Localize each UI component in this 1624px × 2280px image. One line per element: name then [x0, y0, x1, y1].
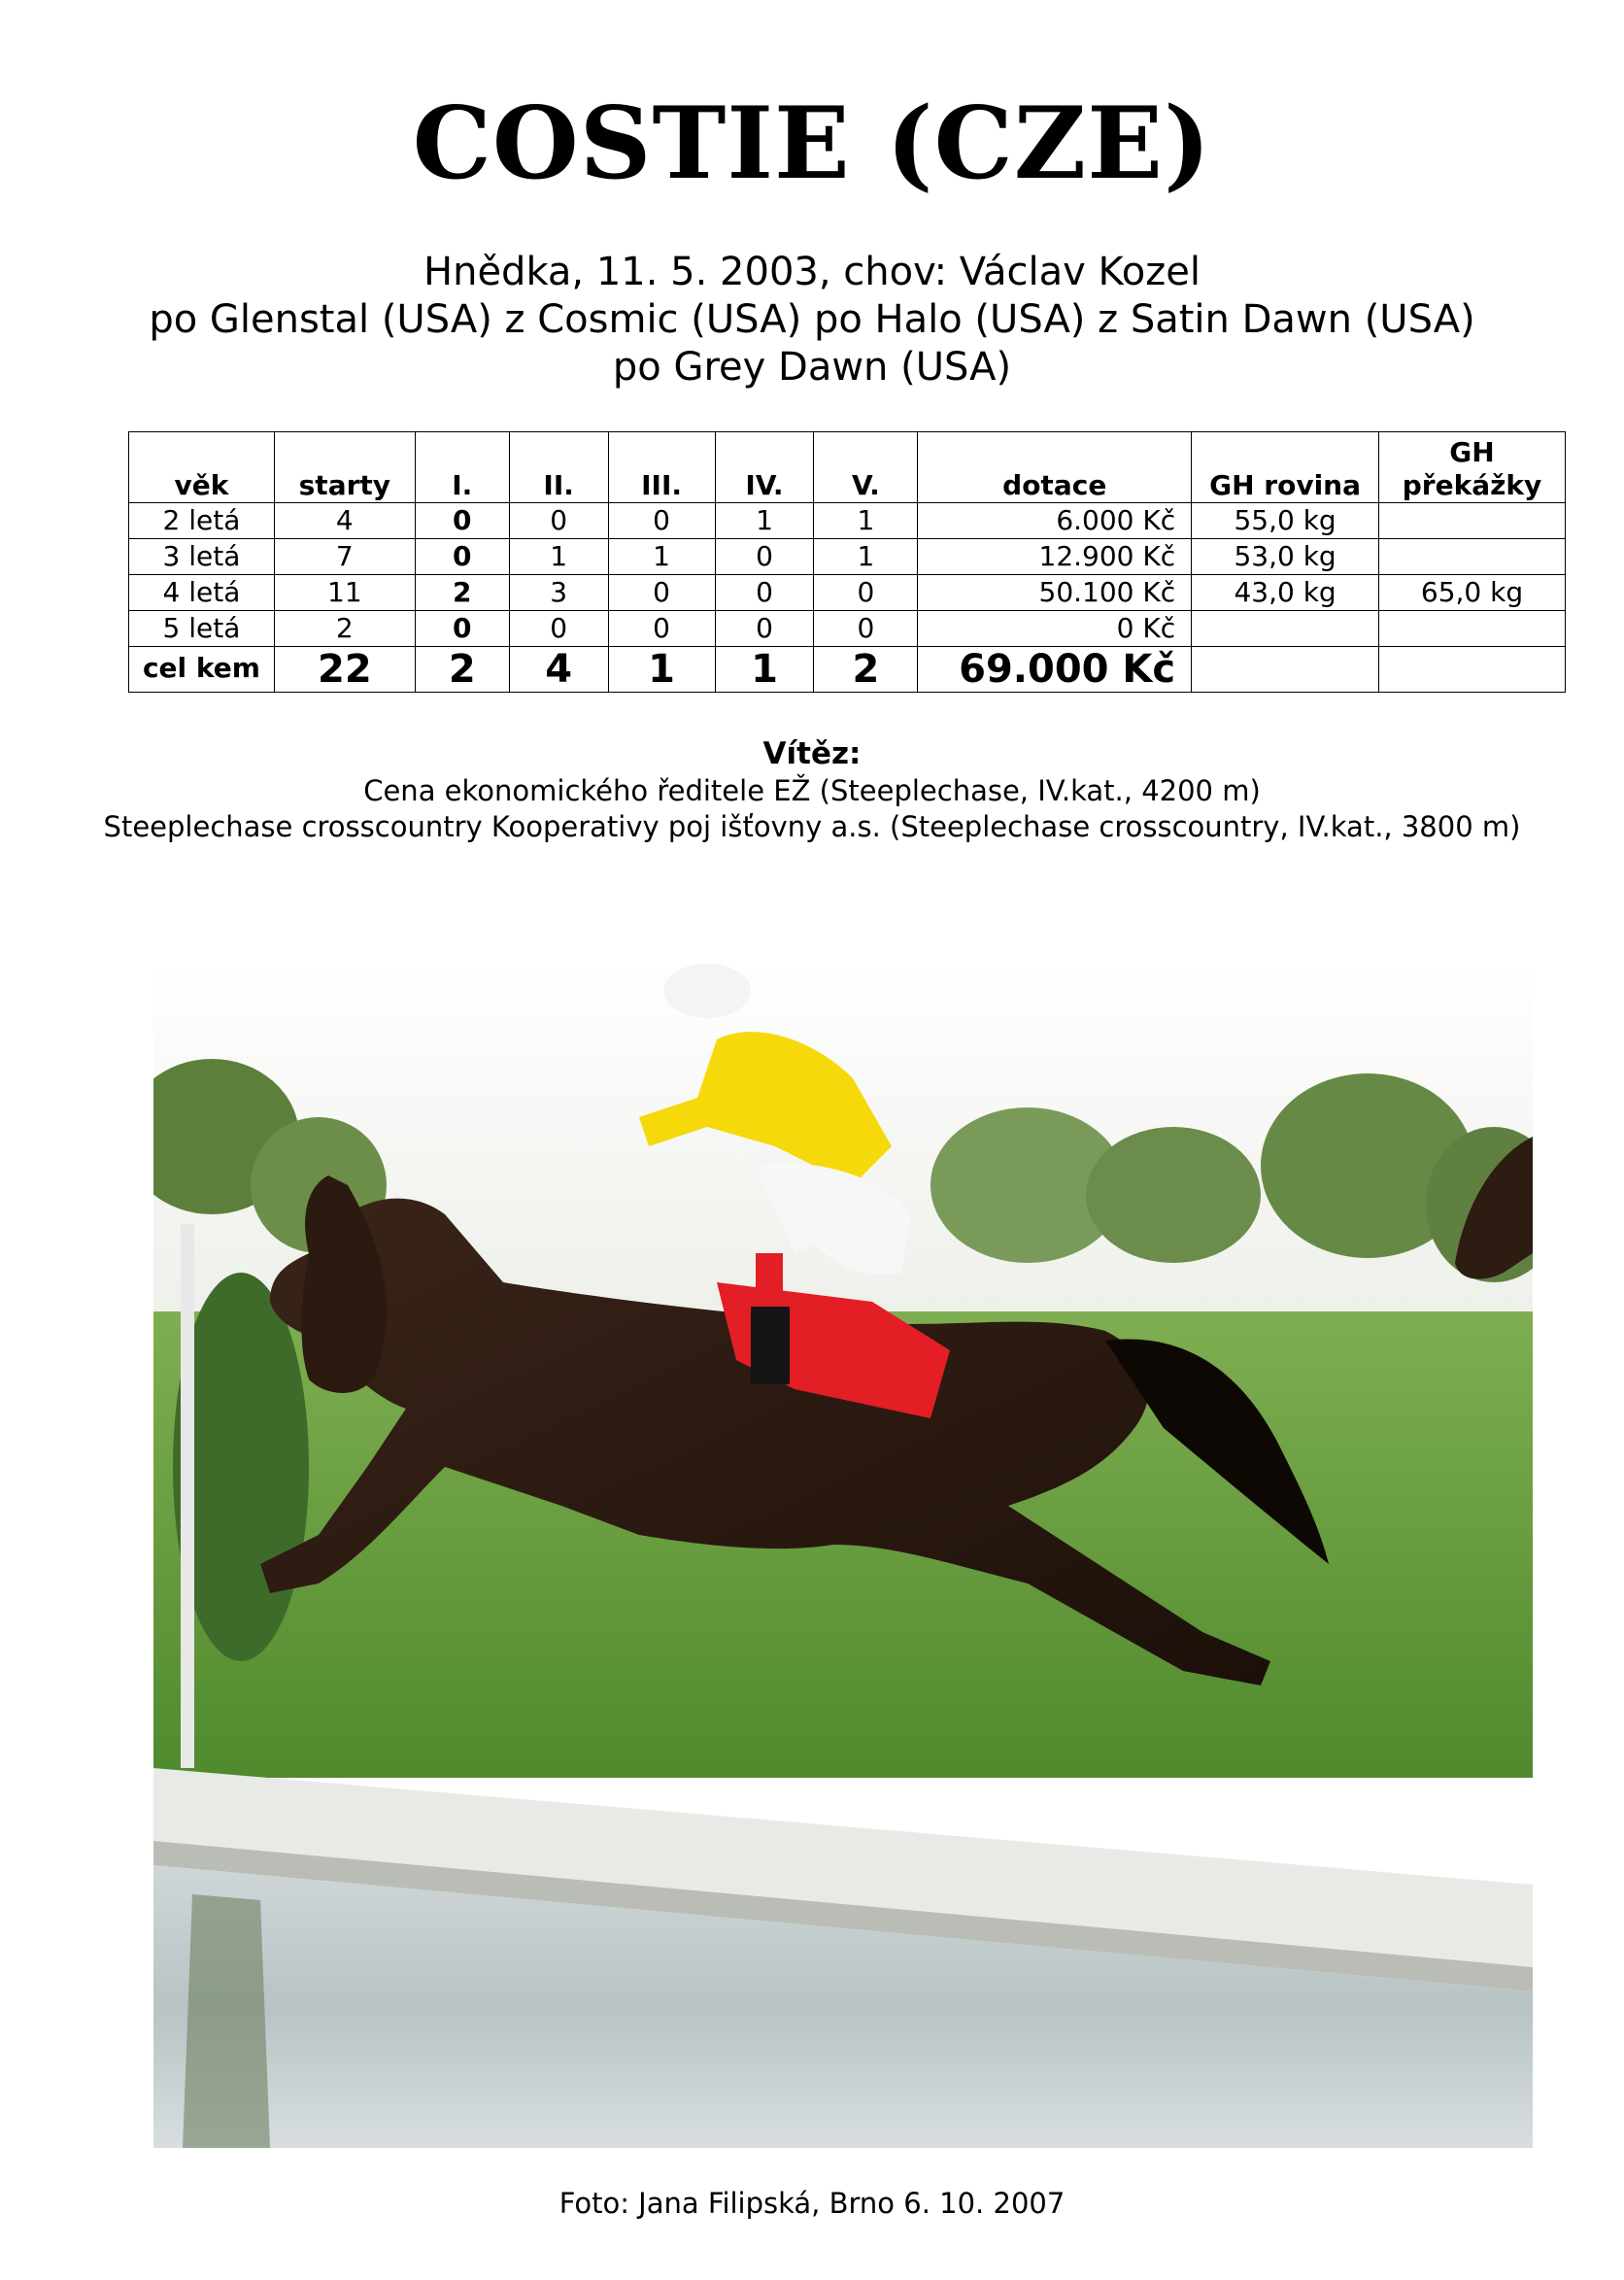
table-cell: 0 — [715, 575, 814, 611]
table-cell: 2 — [814, 647, 918, 693]
table-cell: 0 Kč — [918, 611, 1192, 647]
table-cell: 0 — [415, 539, 509, 575]
table-cell — [1379, 503, 1566, 539]
table-cell: 0 — [509, 611, 608, 647]
table-cell — [1192, 611, 1379, 647]
table-cell: 1 — [608, 539, 715, 575]
table-cell: 7 — [274, 539, 415, 575]
table-cell: 0 — [415, 611, 509, 647]
table-cell: 0 — [509, 503, 608, 539]
table-cell: 0 — [608, 503, 715, 539]
winner-race-line: Steeplechase crosscountry Kooperativy poj išťovny a.s. (Steeplechase crosscountry, IV.kat., 3800 m) — [103, 810, 1521, 843]
table-cell: 0 — [608, 575, 715, 611]
table-cell: 50.100 Kč — [918, 575, 1192, 611]
header-cell: IV. — [715, 432, 814, 503]
header-cell: II. — [509, 432, 608, 503]
table-cell: 1 — [608, 647, 715, 693]
table-cell: 2 letá — [129, 503, 275, 539]
table-cell: 43,0 kg — [1192, 575, 1379, 611]
table-cell: 5 letá — [129, 611, 275, 647]
header-cell: starty — [274, 432, 415, 503]
horse-name-title: COSTIE (CZE) — [412, 85, 1212, 202]
table-cell: 53,0 kg — [1192, 539, 1379, 575]
header-cell: III. — [608, 432, 715, 503]
table-cell: 4 — [509, 647, 608, 693]
table-total-row — [129, 647, 1566, 693]
photo-caption: Foto: Jana Filipská, Brno 6. 10. 2007 — [558, 2187, 1066, 2220]
table-cell: 69.000 Kč — [918, 647, 1192, 693]
table-cell: 6.000 Kč — [918, 503, 1192, 539]
table-cell — [1379, 647, 1566, 693]
table-cell — [1379, 539, 1566, 575]
pedigree-line-2: po Grey Dawn (USA) — [612, 345, 1012, 390]
table-cell: 1 — [814, 539, 918, 575]
horse-info-line: Hnědka, 11. 5. 2003, chov: Václav Kozel — [423, 250, 1201, 294]
winner-race-line: Cena ekonomického ředitele EŽ (Steeplechase, IV.kat., 4200 m) — [363, 774, 1261, 807]
table-cell: 0 — [814, 611, 918, 647]
table-cell: 22 — [274, 647, 415, 693]
table-cell: 12.900 Kč — [918, 539, 1192, 575]
table-cell: 1 — [814, 503, 918, 539]
table-cell: 11 — [274, 575, 415, 611]
header-cell: GH rovina — [1192, 432, 1379, 503]
table-cell: 55,0 kg — [1192, 503, 1379, 539]
header-cell: V. — [814, 432, 918, 503]
table-cell: 3 letá — [129, 539, 275, 575]
table-row — [129, 539, 1566, 575]
table-row — [129, 503, 1566, 539]
table-cell: 0 — [715, 539, 814, 575]
header-cell: věk — [129, 432, 275, 503]
pedigree-line: po Glenstal (USA) z Cosmic (USA) po Halo (USA) z Satin Dawn (USA) — [149, 297, 1475, 342]
table-header-row — [129, 432, 1566, 503]
table-row — [129, 575, 1566, 611]
racing-stats-table — [128, 431, 1566, 693]
table-cell: 1 — [715, 647, 814, 693]
table-cell: 65,0 kg — [1379, 575, 1566, 611]
table-cell: 0 — [608, 611, 715, 647]
table-cell — [1192, 647, 1379, 693]
table-cell: 2 — [415, 575, 509, 611]
table-cell: 2 — [415, 647, 509, 693]
table-cell: 0 — [715, 611, 814, 647]
header-cell: I. — [415, 432, 509, 503]
header-cell: dotace — [918, 432, 1192, 503]
table-cell: 3 — [509, 575, 608, 611]
table-cell: 0 — [814, 575, 918, 611]
table-cell: 1 — [509, 539, 608, 575]
winner-heading: Vítěz: — [762, 736, 862, 771]
table-cell: cel kem — [129, 647, 275, 693]
table-row — [129, 611, 1566, 647]
table-cell — [1379, 611, 1566, 647]
table-cell: 1 — [715, 503, 814, 539]
horse-jumping-photo — [153, 962, 1533, 2148]
table-cell: 4 — [274, 503, 415, 539]
table-cell: 0 — [415, 503, 509, 539]
header-cell: GH překážky — [1379, 432, 1566, 503]
table-cell: 2 — [274, 611, 415, 647]
table-cell: 4 letá — [129, 575, 275, 611]
